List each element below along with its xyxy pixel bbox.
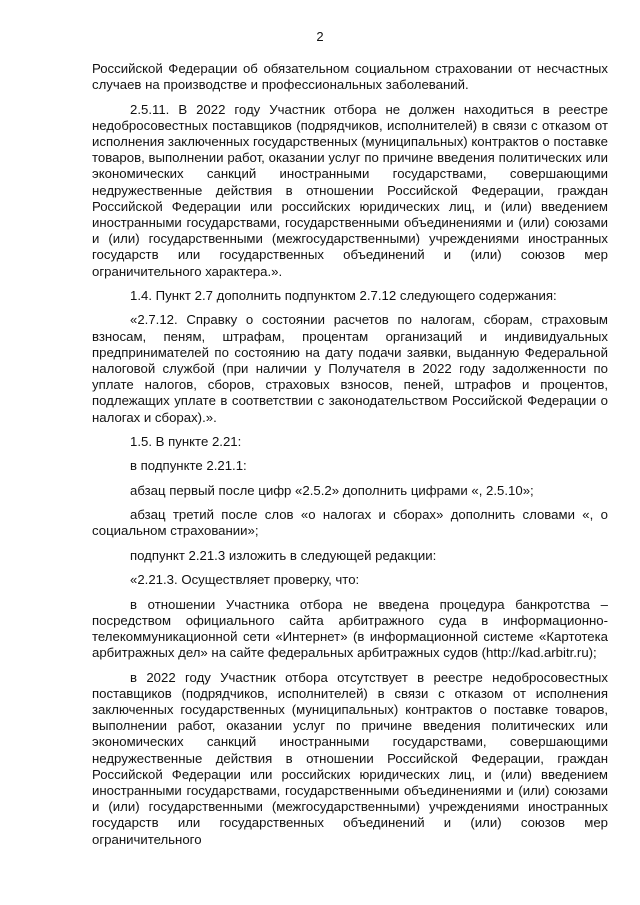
paragraph-continuation: Российской Федерации об обязательном социальном страховании от несчастных случаев на производстве и профессиональных заболеваний. xyxy=(92,61,608,93)
paragraph-first-abzac: абзац первый после цифр «2.5.2» дополнить цифрами «, 2.5.10»; xyxy=(130,482,534,498)
paragraph-registry: в 2022 году Участник отбора отсутствует в реестре недобросовестных поставщиков (подрядчиков, исполнителей) в связи с отказом от исполнения заключенных государственных (муниципальных) контрактов о поставке товаров, выполнении работ, оказании услуг по причине введения политических или экономических санкций иностранными государствами, совершающими недружественные действия в отношении Российской Федерации, граждан Российской Федерации или российских юридических лиц, и (или) введением иностранными государствами, государственными объединениями и (или) союзами и (или) государственными (межгосударственными) учреждениями иностранных государств или государственных объединений и (или) союзов мер ограничительного xyxy=(92,669,608,847)
paragraph-subpoint-2-21-1: в подпункте 2.21.1: xyxy=(130,458,247,474)
paragraph-2-7-12: «2.7.12. Справку о состоянии расчетов по налогам, сборам, страховым взносам, пеням, штрафам, процентам организаций и индивидуальных предпринимателей по состоянию на дату подачи заявки, выданную Федеральной налоговой службой (при наличии у Получателя в 2022 году задолженности по уплате налогов, сборов, страховых взносов, пеней, штрафов и процентов, подлежащих уплате в соответствии с законодательством Российской Федерации о налогах и сборах).». xyxy=(92,312,608,425)
page-number: 2 xyxy=(316,29,324,44)
paragraph-third-abzac: абзац третий после слов «о налогах и сборах» дополнить словами «, о социальном страховании»; xyxy=(92,507,608,539)
paragraph-1-5: 1.5. В пункте 2.21: xyxy=(130,434,242,450)
paragraph-bankruptcy: в отношении Участника отбора не введена процедура банкротства – посредством официального сайта арбитражного суда в информационно-телекоммуникационной сети «Интернет» (в информационной системе «Картотека арбитражных дел» на сайте федеральных арбитражных судов (http://kad.arbitr.ru); xyxy=(92,596,608,661)
document-body xyxy=(92,61,608,848)
paragraph-2-21-3-check: «2.21.3. Осуществляет проверку, что: xyxy=(130,572,360,588)
paragraph-subpoint-2-21-3: подпункт 2.21.3 изложить в следующей редакции: xyxy=(130,547,437,563)
paragraph-1-4: 1.4. Пункт 2.7 дополнить подпунктом 2.7.12 следующего содержания: xyxy=(130,288,557,304)
paragraph-2-5-11: 2.5.11. В 2022 году Участник отбора не должен находиться в реестре недобросовестных поставщиков (подрядчиков, исполнителей) в связи с отказом от исполнения заключенных государственных (муниципальных) контрактов о поставке товаров, выполнении работ, оказании услуг по причине введения политических или экономических санкций иностранными государствами, совершающими недружественные действия в отношении Российской Федерации, граждан Российской Федерации или российских юридических лиц, и (или) введением иностранными государствами, государственными объединениями и (или) союзами и (или) государственными (межгосударственными) учреждениями иностранных государств или государственных объединений и (или) союзов мер ограничительного характера.». xyxy=(92,101,608,279)
